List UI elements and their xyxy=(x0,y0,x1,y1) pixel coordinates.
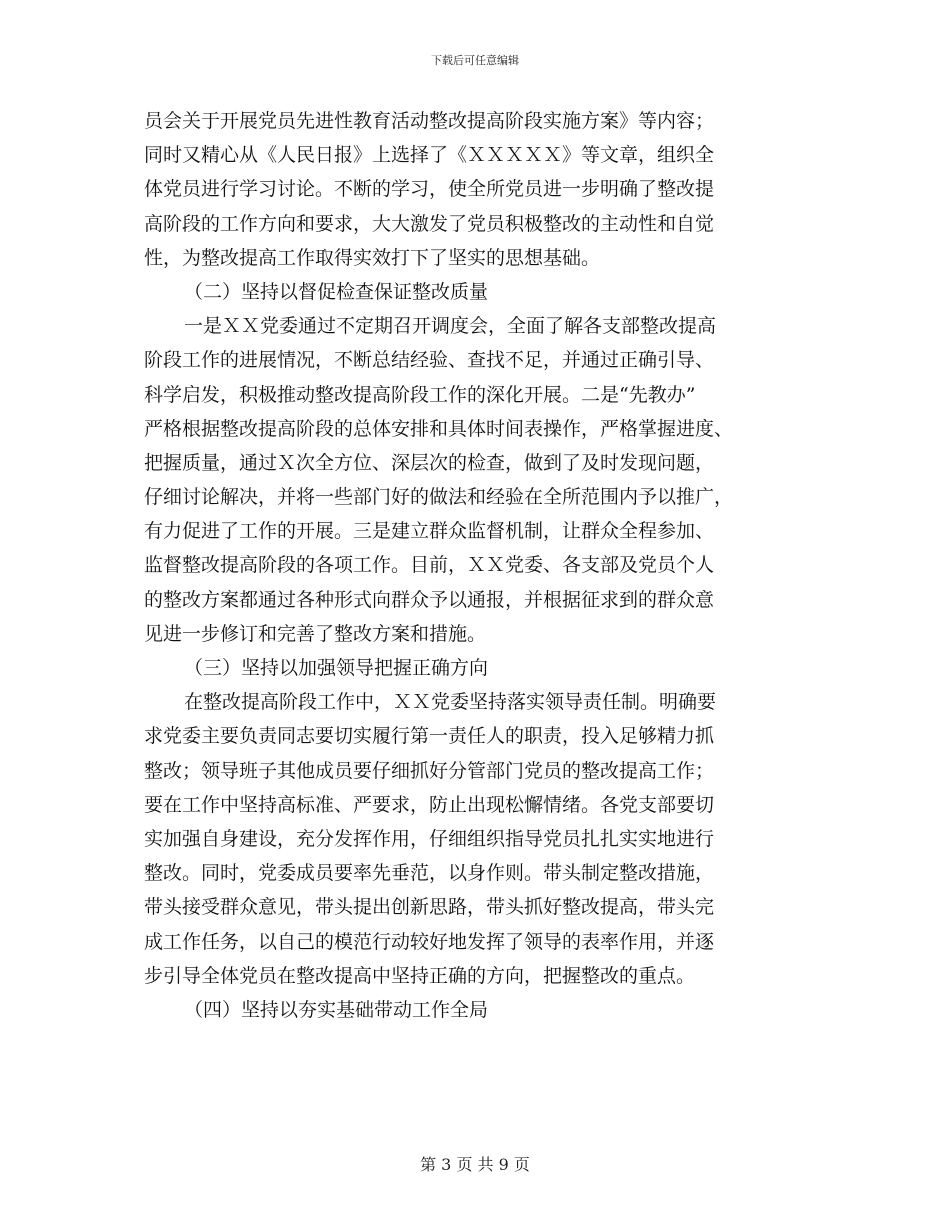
paragraph-start-line: 一是ＸＸ党委通过不定期召开调度会，全面了解各支部整改提高 xyxy=(184,315,717,338)
text-line: 整改；领导班子其他成员要仔细抓好分管部门党员的整改提高工作； xyxy=(144,759,715,782)
text-line: 阶段工作的进展情况，不断总结经验、查找不足，并通过正确引导、 xyxy=(144,349,715,372)
text-line: 体党员进行学习讨论。不断的学习，使全所党员进一步明确了整改提 xyxy=(144,178,715,201)
section-heading-3: （三）坚持以加强领导把握正确方向 xyxy=(184,657,489,679)
text-line: 性，为整改提高工作取得实效打下了坚实的思想基础。 xyxy=(144,246,601,269)
text-line: 步引导全体党员在整改提高中坚持正确的方向，把握整改的重点。 xyxy=(144,964,696,987)
section-heading-4: （四）坚持以夯实基础带动工作全局 xyxy=(184,998,489,1021)
text-line: 求党委主要负责同志要切实履行第一责任人的职责，投入足够精力抓 xyxy=(144,725,715,748)
text-line: 同时又精心从《人民日报》上选择了《ＸＸＸＸＸ》等文章，组织全 xyxy=(144,144,715,167)
text-line: 整改。同时，党委成员要率先垂范，以身作则。带头制定整改措施， xyxy=(144,862,715,885)
page-header: 下载后可任意编辑 xyxy=(431,54,519,67)
text-line: 见进一步修订和完善了整改方案和措施。 xyxy=(144,622,487,645)
text-line: 员会关于开展党员先进性教育活动整改提高阶段实施方案》等内容； xyxy=(144,110,715,132)
text-line: 要在工作中坚持高标准、严要求，防止出现松懈情绪。各党支部要切 xyxy=(144,793,715,816)
text-line: 带头接受群众意见，带头提出创新思路，带头抓好整改提高，带头完 xyxy=(144,896,715,919)
text-line: 把握质量，通过Ｘ次全方位、深层次的检查，做到了及时发现问题， xyxy=(144,451,715,474)
page-number-footer: 第 3 页 共 9 页 xyxy=(420,1155,530,1174)
text-line: 严格根据整改提高阶段的总体安排和具体时间表操作，严格掌握进度、 xyxy=(144,417,734,440)
text-line: 高阶段的工作方向和要求，大大激发了党员积极整改的主动性和自觉 xyxy=(144,212,715,235)
text-line: 科学启发，积极推动整改提高阶段工作的深化开展。二是“先教办” xyxy=(144,383,696,406)
text-line: 成工作任务，以自己的模范行动较好地发挥了领导的表率作用，并逐 xyxy=(144,930,715,953)
text-line: 仔细讨论解决，并将一些部门好的做法和经验在全所范围内予以推广， xyxy=(144,486,734,509)
section-heading-2: （二）坚持以督促检查保证整改质量 xyxy=(184,280,489,303)
text-line: 有力促进了工作的开展。三是建立群众监督机制，让群众全程参加、 xyxy=(144,520,715,543)
text-line: 的整改方案都通过各种形式向群众予以通报，并根据征求到的群众意 xyxy=(144,588,715,611)
document-body xyxy=(144,104,806,1027)
text-line: 实加强自身建设，充分发挥作用，仔细组织指导党员扎扎实实地进行 xyxy=(144,827,715,850)
paragraph-start-line: 在整改提高阶段工作中，ＸＸ党委坚持落实领导责任制。明确要 xyxy=(184,691,717,714)
text-line: 监督整改提高阶段的各项工作。目前，ＸＸ党委、各支部及党员个人 xyxy=(144,554,715,577)
